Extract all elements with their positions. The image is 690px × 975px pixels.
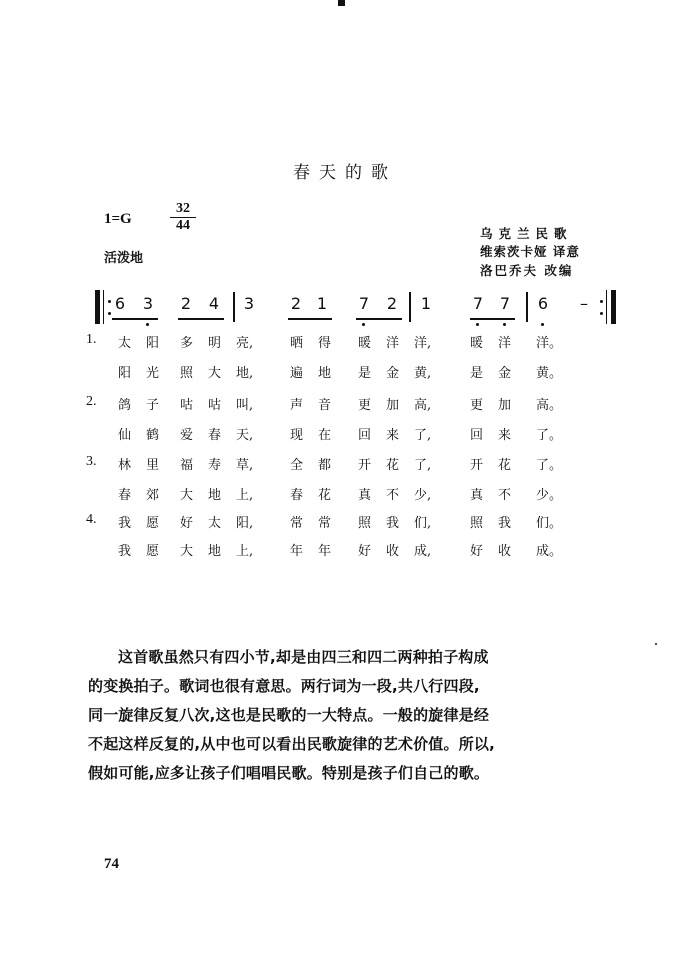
lyric-syllable: 洋, — [414, 336, 432, 351]
lyric-syllable: 阳 — [146, 336, 160, 351]
credit-origin: 乌克兰民歌 — [480, 226, 573, 241]
lyric-line — [0, 362, 690, 382]
bar-line — [409, 292, 411, 322]
eighth-underline — [112, 318, 158, 320]
eighth-underline — [356, 318, 402, 320]
lyric-syllable: 回 — [470, 428, 484, 443]
lyric-syllable: 阳 — [118, 366, 132, 381]
note: 4 — [208, 294, 220, 313]
credit-arranger: 洛巴乔夫 改编 — [480, 263, 574, 278]
lyric-syllable: 春 — [118, 488, 132, 503]
note: 2 — [290, 294, 302, 313]
lyric-syllable: 不 — [386, 488, 400, 503]
paragraph-line: 假如可能,应多让孩子们唱唱民歌。特别是孩子们自己的歌。 — [88, 764, 490, 782]
note: 7 — [472, 294, 484, 313]
lyric-syllable: 我 — [118, 516, 132, 531]
lyric-syllable: 明 — [208, 336, 222, 351]
bar-line — [526, 292, 528, 322]
lyric-syllable: 暖 — [358, 336, 372, 351]
repeat-dot — [108, 300, 111, 303]
bar-line — [233, 292, 235, 322]
lyric-syllable: 福 — [180, 458, 194, 473]
eighth-underline — [288, 318, 332, 320]
lyric-syllable: 是 — [470, 366, 484, 381]
lyric-syllable: 不 — [498, 488, 512, 503]
lyric-syllable: 郊 — [146, 488, 160, 503]
lyric-syllable: 阳, — [236, 516, 254, 531]
lyric-syllable: 来 — [386, 428, 400, 443]
lyric-syllable: 常 — [290, 516, 304, 531]
lyric-syllable: 真 — [470, 488, 484, 503]
note: 3 — [243, 294, 255, 313]
lyric-syllable: 春 — [208, 428, 222, 443]
lyric-line — [0, 332, 690, 352]
lyric-syllable: 少。 — [536, 488, 563, 503]
lyric-syllable: 大 — [180, 488, 194, 503]
lyric-syllable: 上, — [236, 544, 254, 559]
lyric-syllable: 我 — [498, 516, 512, 531]
lyric-syllable: 了, — [414, 428, 432, 443]
lyric-syllable: 年 — [318, 544, 332, 559]
lyric-syllable: 回 — [358, 428, 372, 443]
low-octave-dot — [146, 323, 149, 326]
lyric-syllable: 子 — [146, 398, 160, 413]
lyric-line — [0, 484, 690, 504]
note: 7 — [358, 294, 370, 313]
lyric-syllable: 洋 — [498, 336, 512, 351]
lyric-syllable: 好 — [358, 544, 372, 559]
lyric-syllable: 爱 — [180, 428, 194, 443]
eighth-underline — [470, 318, 515, 320]
lyric-syllable: 了, — [414, 458, 432, 473]
paragraph-line: 不起这样反复的,从中也可以看出民歌旋律的艺术价值。所以, — [88, 735, 495, 753]
lyric-syllable: 上, — [236, 488, 254, 503]
repeat-start-thin-bar — [103, 290, 104, 324]
lyric-syllable: 好 — [180, 516, 194, 531]
lyric-syllable: 地 — [318, 366, 332, 381]
lyric-syllable: 大 — [208, 366, 222, 381]
lyric-syllable: 咕 — [208, 398, 222, 413]
lyric-syllable: 开 — [358, 458, 372, 473]
lyric-syllable: 愿 — [146, 516, 160, 531]
low-octave-dot — [362, 323, 365, 326]
note: 3 — [142, 294, 154, 313]
lyric-syllable: 仙 — [118, 428, 132, 443]
lyric-syllable: 花 — [386, 458, 400, 473]
lyric-syllable: 金 — [386, 366, 400, 381]
lyric-syllable: 们。 — [536, 516, 563, 531]
verse-number: 3. — [86, 454, 97, 469]
paragraph-line: 这首歌虽然只有四小节,却是由四三和四二两种拍子构成 — [118, 648, 489, 666]
lyric-syllable: 年 — [290, 544, 304, 559]
lyric-syllable: 咕 — [180, 398, 194, 413]
repeat-end-thin-bar — [606, 290, 607, 324]
lyric-syllable: 林 — [118, 458, 132, 473]
lyric-syllable: 多 — [180, 336, 194, 351]
lyric-syllable: 现 — [290, 428, 304, 443]
note: – — [580, 294, 588, 313]
scan-speck — [655, 643, 657, 645]
lyric-syllable: 光 — [146, 366, 160, 381]
lyric-syllable: 来 — [498, 428, 512, 443]
key-signature: 1=G — [104, 211, 132, 227]
lyric-syllable: 地 — [208, 544, 222, 559]
paragraph-line: 的变换拍子。歌词也很有意思。两行词为一段,共八行四段, — [88, 677, 480, 695]
lyric-syllable: 少, — [414, 488, 432, 503]
note: 6 — [114, 294, 126, 313]
lyric-syllable: 成。 — [536, 544, 563, 559]
lyric-syllable: 音 — [318, 398, 332, 413]
low-octave-dot — [476, 323, 479, 326]
lyric-syllable: 收 — [498, 544, 512, 559]
verse-number: 4. — [86, 512, 97, 527]
lyric-syllable: 了。 — [536, 428, 563, 443]
credit-translator: 维索茨卡娅 译意 — [480, 244, 580, 259]
lyric-syllable: 我 — [386, 516, 400, 531]
lyric-syllable: 都 — [318, 458, 332, 473]
note: 1 — [316, 294, 328, 313]
lyric-syllable: 了。 — [536, 458, 563, 473]
lyric-syllable: 加 — [498, 398, 512, 413]
lyric-syllable: 鹤 — [146, 428, 160, 443]
time-numerators: 32 — [170, 201, 196, 218]
lyric-syllable: 收 — [386, 544, 400, 559]
lyric-syllable: 照 — [180, 366, 194, 381]
lyric-syllable: 更 — [358, 398, 372, 413]
time-denominators: 44 — [176, 218, 190, 233]
lyric-syllable: 金 — [498, 366, 512, 381]
lyric-syllable: 太 — [208, 516, 222, 531]
lyric-syllable: 照 — [470, 516, 484, 531]
lyric-syllable: 天, — [236, 428, 254, 443]
lyric-syllable: 叫, — [236, 398, 254, 413]
lyric-syllable: 花 — [318, 488, 332, 503]
lyric-syllable: 花 — [498, 458, 512, 473]
paragraph-line: 同一旋律反复八次,这也是民歌的一大特点。一般的旋律是经 — [88, 706, 490, 724]
verse-number: 2. — [86, 394, 97, 409]
note: 2 — [386, 294, 398, 313]
note: 1 — [420, 294, 432, 313]
lyric-syllable: 寿 — [208, 458, 222, 473]
lyric-syllable: 高, — [414, 398, 432, 413]
lyric-syllable: 草, — [236, 458, 254, 473]
lyric-syllable: 真 — [358, 488, 372, 503]
commentary-paragraph — [88, 643, 618, 788]
repeat-dot — [600, 300, 603, 303]
lyric-syllable: 遍 — [290, 366, 304, 381]
lyric-syllable: 亮, — [236, 336, 254, 351]
repeat-start-thick-bar — [95, 290, 100, 324]
note: 2 — [180, 294, 192, 313]
lyric-line — [0, 540, 690, 560]
lyric-syllable: 常 — [318, 516, 332, 531]
lyric-syllable: 加 — [386, 398, 400, 413]
lyric-syllable: 开 — [470, 458, 484, 473]
low-octave-dot — [503, 323, 506, 326]
lyric-syllable: 全 — [290, 458, 304, 473]
lyric-syllable: 洋 — [386, 336, 400, 351]
lyric-syllable: 晒 — [290, 336, 304, 351]
lyric-syllable: 地 — [208, 488, 222, 503]
repeat-dot — [108, 312, 111, 315]
lyric-syllable: 高。 — [536, 398, 563, 413]
repeat-end-thick-bar — [611, 290, 616, 324]
lyric-syllable: 声 — [290, 398, 304, 413]
lyric-syllable: 在 — [318, 428, 332, 443]
lyric-line — [0, 512, 690, 532]
lyric-syllable: 更 — [470, 398, 484, 413]
tempo-marking: 活泼地 — [104, 251, 144, 266]
lyric-syllable: 鸽 — [118, 398, 132, 413]
repeat-dot — [600, 312, 603, 315]
lyric-syllable: 愿 — [146, 544, 160, 559]
lyric-syllable: 洋。 — [536, 336, 563, 351]
eighth-underline — [178, 318, 224, 320]
song-title: 春天的歌 — [293, 163, 397, 183]
lyric-syllable: 成, — [414, 544, 432, 559]
lyric-syllable: 照 — [358, 516, 372, 531]
lyric-syllable: 暖 — [470, 336, 484, 351]
page-number: 74 — [104, 856, 119, 872]
lyric-syllable: 春 — [290, 488, 304, 503]
lyric-syllable: 里 — [146, 458, 160, 473]
lyric-syllable: 黄。 — [536, 366, 563, 381]
lyric-syllable: 黄, — [414, 366, 432, 381]
note: 6 — [537, 294, 549, 313]
lyric-syllable: 得 — [318, 336, 332, 351]
notation-line — [0, 0, 690, 340]
lyric-syllable: 太 — [118, 336, 132, 351]
lyric-syllable: 好 — [470, 544, 484, 559]
lyric-syllable: 大 — [180, 544, 194, 559]
lyric-syllable: 是 — [358, 366, 372, 381]
lyric-line — [0, 454, 690, 474]
lyric-syllable: 地, — [236, 366, 254, 381]
lyric-line — [0, 424, 690, 444]
verse-number: 1. — [86, 332, 97, 347]
low-octave-dot — [541, 323, 544, 326]
lyric-syllable: 们, — [414, 516, 432, 531]
lyric-syllable: 我 — [118, 544, 132, 559]
note: 7 — [499, 294, 511, 313]
lyric-line — [0, 394, 690, 414]
